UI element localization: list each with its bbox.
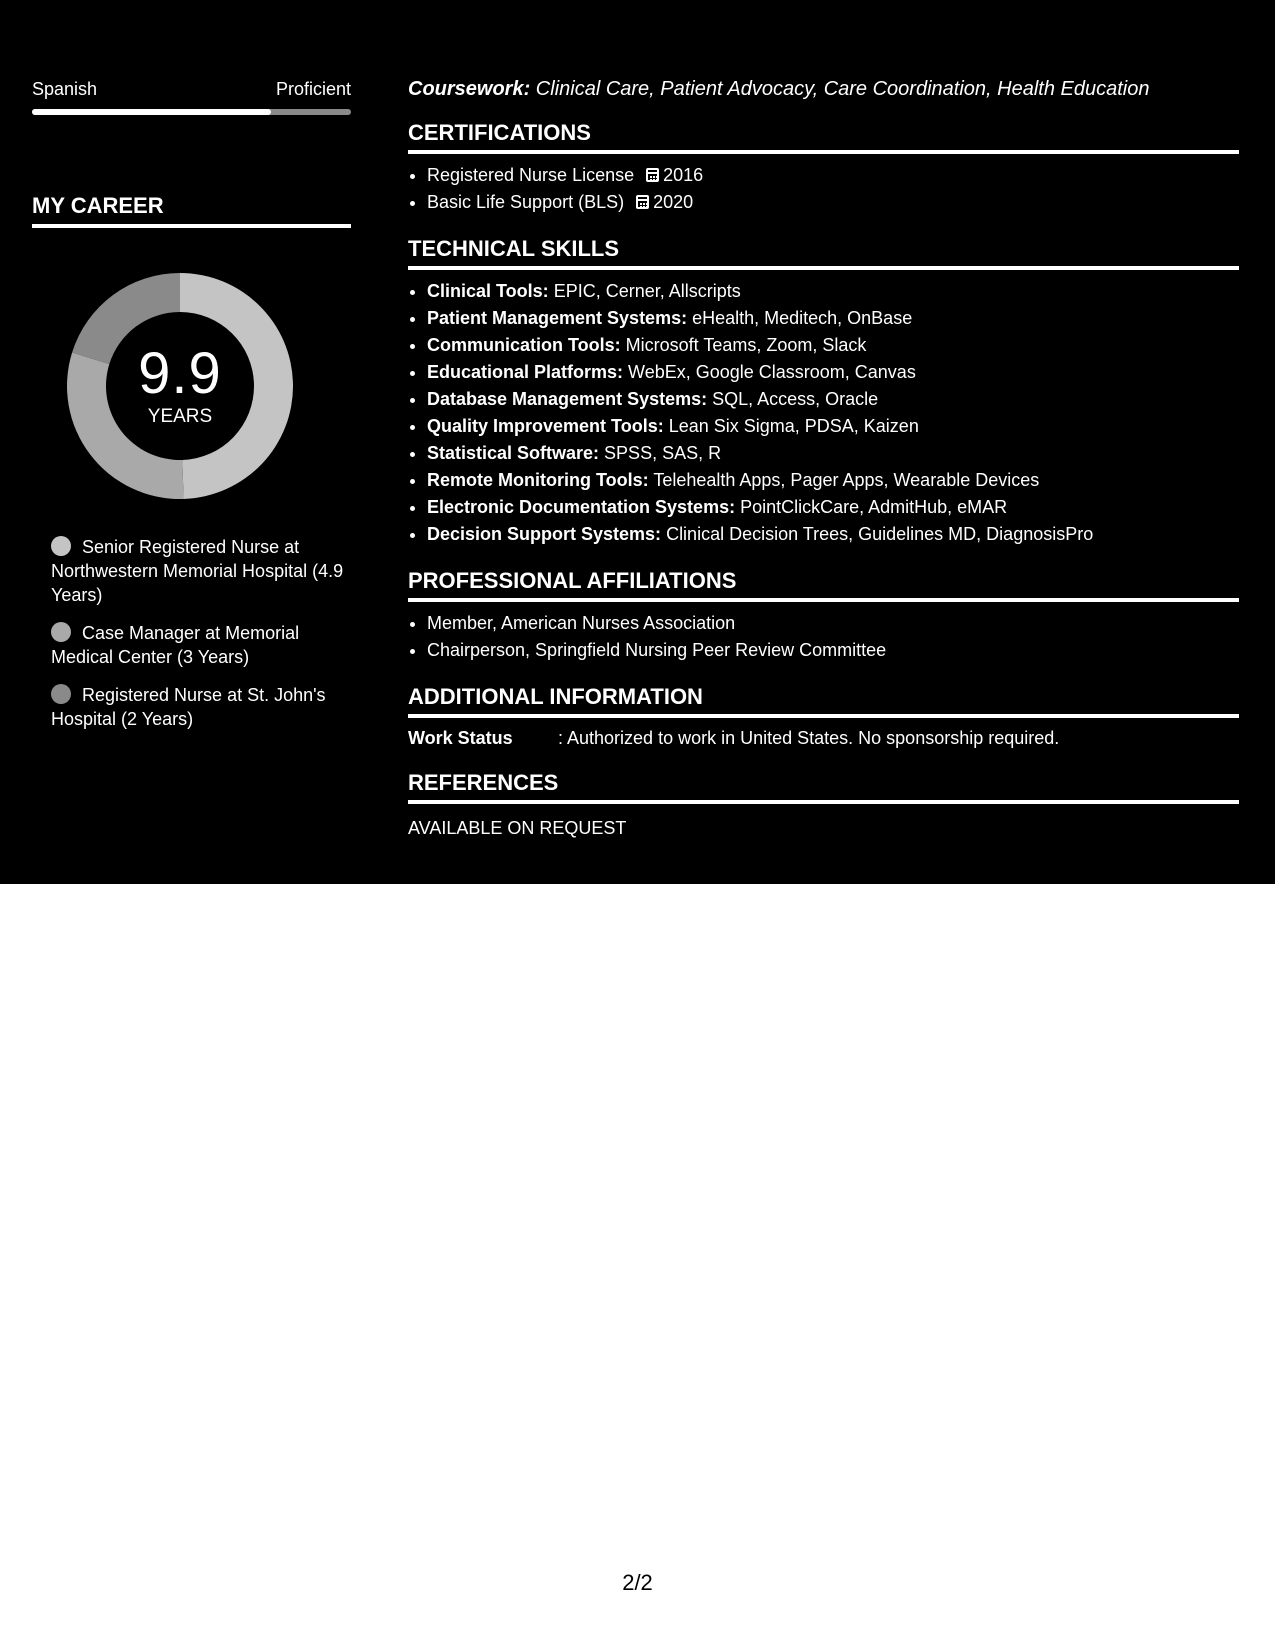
skill-label: Database Management Systems: [427, 389, 708, 409]
skill-label: Remote Monitoring Tools: [427, 470, 649, 490]
donut-center [67, 273, 293, 499]
career-heading: MY CAREER [32, 193, 351, 228]
donut-total-value: 9.9 [138, 341, 222, 406]
career-item [51, 683, 351, 731]
language-progress-bar [32, 109, 351, 115]
skill-label: Quality Improvement Tools: [427, 416, 664, 436]
language-level: Proficient [275, 79, 351, 99]
skill-label: Statistical Software: [427, 443, 600, 463]
skill-label: Electronic Documentation Systems: [427, 497, 736, 517]
additional-info-heading: ADDITIONAL INFORMATION [408, 684, 1239, 718]
page-number: 2/2 [622, 1570, 653, 1595]
skill-item [427, 440, 1239, 467]
skill-value: Telehealth Apps, Pager Apps, Wearable Devices [648, 470, 1040, 490]
skill-label: Patient Management Systems: [427, 308, 688, 328]
skill-value: Microsoft Teams, Zoom, Slack [620, 335, 867, 355]
skill-label: Educational Platforms: [427, 362, 624, 382]
career-item-label: Registered Nurse at St. John's Hospital (2 Years) [51, 685, 326, 729]
career-item [51, 621, 351, 669]
skill-item [427, 494, 1239, 521]
skill-value: PointClickCare, AdmitHub, eMAR [735, 497, 1008, 517]
skill-item [427, 332, 1239, 359]
references-heading: REFERENCES [408, 770, 1239, 804]
coursework-line [408, 76, 1239, 102]
coursework-text: Clinical Care, Patient Advocacy, Care Coordination, Health Education [530, 78, 1150, 100]
certification-year: 2020 [653, 192, 694, 212]
language-name: Spanish [32, 79, 98, 99]
skill-label: Communication Tools: [427, 335, 621, 355]
skill-value: Clinical Decision Trees, Guidelines MD, DiagnosisPro [661, 524, 1094, 544]
certifications-heading: CERTIFICATIONS [408, 120, 1239, 154]
certification-name: Basic Life Support (BLS) [427, 192, 625, 212]
affiliations-list [408, 610, 1239, 664]
skill-item [427, 467, 1239, 494]
career-dot-icon [51, 536, 71, 556]
skill-value: SPSS, SAS, R [599, 443, 722, 463]
right-column [408, 76, 1239, 840]
career-list [51, 535, 351, 731]
affiliation-item: • Chairperson, Springfield Nursing Peer Review Committee [427, 637, 1239, 664]
donut-total-unit: YEARS [147, 406, 213, 427]
skill-item [427, 413, 1239, 440]
work-status-label: Work Status [408, 728, 513, 748]
work-status-row [408, 726, 1239, 750]
certification-year: 2016 [663, 165, 704, 185]
certifications-list [408, 162, 1239, 216]
certification-item [427, 162, 1239, 189]
references-text: AVAILABLE ON REQUEST [408, 818, 627, 838]
career-donut-chart [67, 273, 293, 499]
certification-item [427, 189, 1239, 216]
career-dot-icon [51, 684, 71, 704]
technical-skills-heading: TECHNICAL SKILLS [408, 236, 1239, 270]
skill-value: Lean Six Sigma, PDSA, Kaizen [663, 416, 919, 436]
skill-value: eHealth, Meditech, OnBase [687, 308, 913, 328]
skill-value: WebEx, Google Classroom, Canvas [623, 362, 916, 382]
career-item [51, 535, 351, 607]
language-row [32, 78, 351, 100]
calendar-icon [646, 168, 659, 182]
skill-item [427, 278, 1239, 305]
skill-item [427, 386, 1239, 413]
career-item-label: Senior Registered Nurse at Northwestern Memorial Hospital (4.9 Years) [51, 537, 344, 605]
coursework-label: Coursework: [408, 78, 531, 100]
affiliations-heading: PROFESSIONAL AFFILIATIONS [408, 568, 1239, 602]
language-progress-fill [32, 109, 271, 115]
calendar-icon [636, 195, 649, 209]
career-dot-icon [51, 622, 71, 642]
career-item-label: Case Manager at Memorial Medical Center (3 Years) [51, 623, 300, 667]
work-status-value: : Authorized to work in United States. No sponsorship required. [558, 728, 1060, 748]
left-column [32, 78, 351, 745]
skill-item [427, 305, 1239, 332]
certification-name: Registered Nurse License [427, 165, 635, 185]
skill-item [427, 359, 1239, 386]
skill-value: EPIC, Cerner, Allscripts [548, 281, 741, 301]
skill-label: Decision Support Systems: [427, 524, 662, 544]
affiliation-item: • Member, American Nurses Association [427, 610, 1239, 637]
skill-item [427, 521, 1239, 548]
skill-label: Clinical Tools: [427, 281, 549, 301]
skill-value: SQL, Access, Oracle [707, 389, 879, 409]
technical-skills-list [408, 278, 1239, 548]
